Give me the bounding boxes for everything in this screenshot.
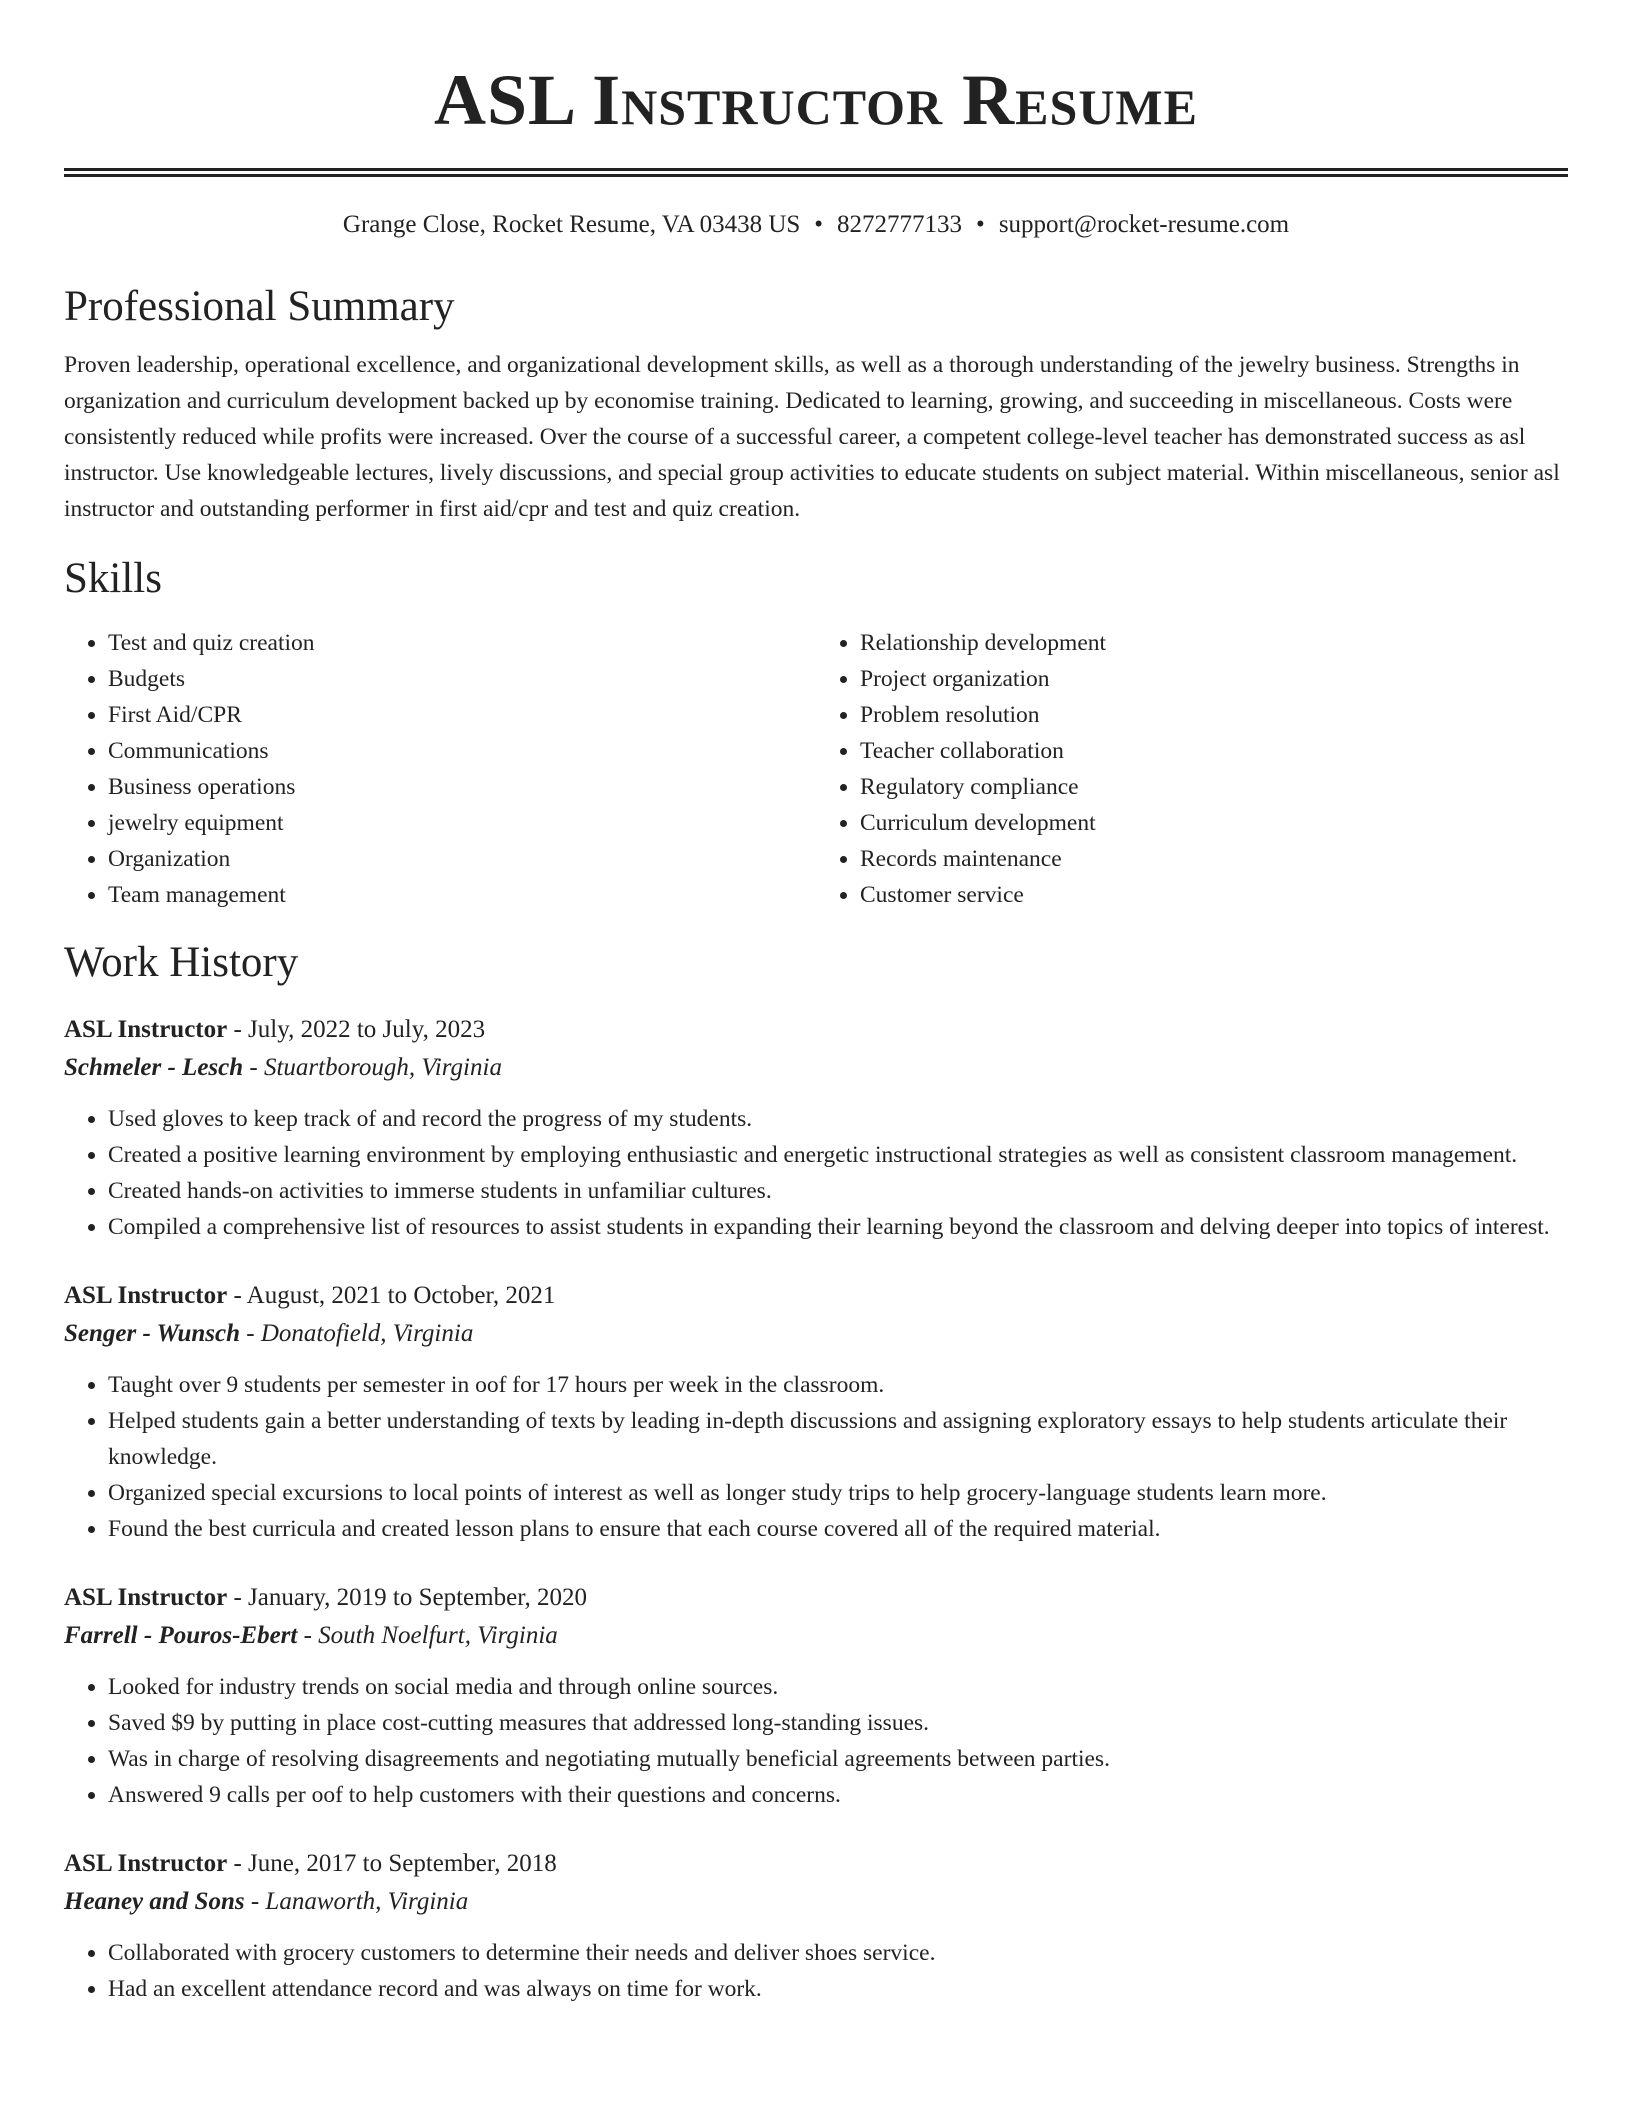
skill-item: • Business operations bbox=[108, 769, 816, 805]
job-title-line bbox=[64, 1011, 1568, 1049]
job-bullet: • Compiled a comprehensive list of resources to assist students in expanding their learning beyond the classroom and delving deeper into topics of interest. bbox=[108, 1209, 1568, 1245]
skills-heading: Skills bbox=[64, 555, 162, 602]
job-company-line bbox=[64, 1049, 1568, 1087]
job-dates: - June, 2017 to September, 2018 bbox=[227, 1850, 557, 1877]
job-dates: - August, 2021 to October, 2021 bbox=[227, 1282, 556, 1309]
contact-separator: • bbox=[814, 211, 824, 238]
job-entry bbox=[64, 1277, 1568, 1547]
skill-item: • Customer service bbox=[860, 877, 1568, 913]
skills-list-right bbox=[816, 625, 1568, 913]
work-history-heading: Work History bbox=[64, 939, 299, 986]
skill-item: • Organization bbox=[108, 841, 816, 877]
job-bullet: • Helped students gain a better understanding of texts by leading in-depth discussions and assigning exploratory essays to help students articulate their knowledge. bbox=[108, 1403, 1568, 1475]
skills-columns bbox=[64, 625, 1568, 913]
job-bullet: • Used gloves to keep track of and record the progress of my students. bbox=[108, 1101, 1568, 1137]
job-bullets bbox=[64, 1935, 1568, 2007]
job-company-line bbox=[64, 1617, 1568, 1655]
title-double-rule bbox=[64, 168, 1568, 177]
job-location: - South Noelfurt, Virginia bbox=[297, 1622, 558, 1649]
summary-text: Proven leadership, operational excellence, and organizational development skills, as well as a thorough understanding of the jewelry business. Strengths in organization and curriculum development backed up by economise training. Dedicated to learning, growing, and succeeding in miscellaneous. Costs were consistently reduced while profits were increased. Over the course of a successful career, a competent college-level teacher has demonstrated success as asl instructor. Use knowledgeable lectures, lively discussions, and special group activities to educate students on subject material. Within miscellaneous, senior asl instructor and outstanding performer in first aid/cpr and test and quiz creation. bbox=[64, 352, 1560, 522]
job-entry bbox=[64, 1579, 1568, 1813]
job-bullet: • Organized special excursions to local points of interest as well as longer study trips to help grocery-language students learn more. bbox=[108, 1475, 1568, 1511]
skill-item: • Records maintenance bbox=[860, 841, 1568, 877]
skill-item: • Project organization bbox=[860, 661, 1568, 697]
job-role: ASL Instructor bbox=[64, 1016, 228, 1043]
skill-item: • Relationship development bbox=[860, 625, 1568, 661]
job-entry bbox=[64, 1845, 1568, 2007]
contact-line bbox=[64, 209, 1568, 241]
job-bullets bbox=[64, 1101, 1568, 1245]
skill-item: • Curriculum development bbox=[860, 805, 1568, 841]
job-bullet: • Had an excellent attendance record and was always on time for work. bbox=[108, 1971, 1568, 2007]
contact-separator: • bbox=[976, 211, 985, 238]
job-role: ASL Instructor bbox=[64, 1282, 228, 1309]
skill-item: • Test and quiz creation bbox=[108, 625, 816, 661]
contact-email: support@rocket-resume.com bbox=[998, 211, 1290, 238]
job-bullet: • Found the best curricula and created lesson plans to ensure that each course covered all of the required material. bbox=[108, 1511, 1568, 1547]
skill-item: • Team management bbox=[108, 877, 816, 913]
skill-item: • Budgets bbox=[108, 661, 816, 697]
job-company: Senger - Wunsch bbox=[64, 1320, 240, 1347]
job-bullet: • Taught over 9 students per semester in oof for 17 hours per week in the classroom. bbox=[108, 1367, 1568, 1403]
job-bullet: • Created a positive learning environment by employing enthusiastic and energetic instructional strategies as well as consistent classroom management. bbox=[108, 1137, 1568, 1173]
job-dates: - January, 2019 to September, 2020 bbox=[227, 1584, 588, 1611]
skill-item: • First Aid/CPR bbox=[108, 697, 816, 733]
job-bullet: • Collaborated with grocery customers to determine their needs and deliver shoes service. bbox=[108, 1935, 1568, 1971]
job-bullet: • Created hands-on activities to immerse students in unfamiliar cultures. bbox=[108, 1173, 1568, 1209]
job-entry bbox=[64, 1011, 1568, 1245]
job-role: ASL Instructor bbox=[64, 1584, 228, 1611]
skill-item: • Problem resolution bbox=[860, 697, 1568, 733]
skill-item: • jewelry equipment bbox=[108, 805, 816, 841]
skill-item: • Teacher collaboration bbox=[860, 733, 1568, 769]
job-location: - Lanaworth, Virginia bbox=[244, 1888, 469, 1915]
job-bullet: • Looked for industry trends on social media and through online sources. bbox=[108, 1669, 1568, 1705]
job-company-line bbox=[64, 1883, 1568, 1921]
job-location: - Donatofield, Virginia bbox=[240, 1320, 474, 1347]
job-role: ASL Instructor bbox=[64, 1850, 228, 1877]
job-company: Farrell - Pouros-Ebert bbox=[64, 1622, 298, 1649]
skill-item: • Communications bbox=[108, 733, 816, 769]
skills-list-left bbox=[64, 625, 816, 913]
job-title-line bbox=[64, 1277, 1568, 1315]
job-company: Schmeler - Lesch bbox=[64, 1054, 244, 1081]
summary-heading: Professional Summary bbox=[64, 283, 455, 330]
skill-item: • Regulatory compliance bbox=[860, 769, 1568, 805]
job-bullet: • Saved $9 by putting in place cost-cutting measures that addressed long-standing issues. bbox=[108, 1705, 1568, 1741]
job-bullet: • Answered 9 calls per oof to help customers with their questions and concerns. bbox=[108, 1777, 1568, 1813]
job-title-line bbox=[64, 1845, 1568, 1883]
resume-title: ASL Instructor Resume bbox=[434, 60, 1198, 140]
job-bullets bbox=[64, 1367, 1568, 1547]
job-company: Heaney and Sons bbox=[64, 1888, 245, 1915]
job-title-line bbox=[64, 1579, 1568, 1617]
job-location: - Stuartborough, Virginia bbox=[243, 1054, 502, 1081]
job-company-line bbox=[64, 1315, 1568, 1353]
job-bullet: • Was in charge of resolving disagreements and negotiating mutually beneficial agreements between parties. bbox=[108, 1741, 1568, 1777]
contact-address: Grange Close, Rocket Resume, VA 03438 US bbox=[342, 211, 801, 238]
job-dates: - July, 2022 to July, 2023 bbox=[227, 1016, 486, 1043]
job-bullets bbox=[64, 1669, 1568, 1813]
contact-phone: 8272777133 bbox=[837, 211, 963, 238]
